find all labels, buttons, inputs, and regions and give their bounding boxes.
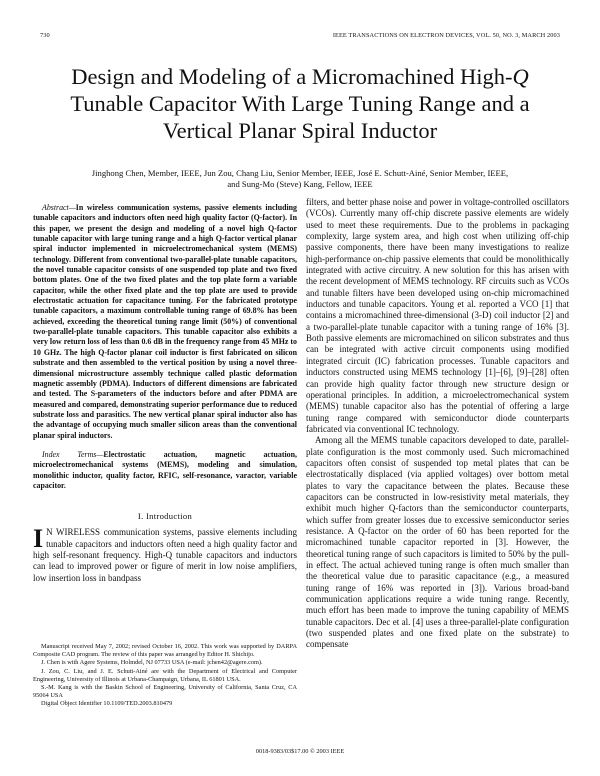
title-line-3: Vertical Planar Spiral Inductor bbox=[162, 118, 438, 143]
authors-line-2: and Sung-Mo (Steve) Kang, Fellow, IEEE bbox=[227, 179, 373, 189]
footnote: S.-M. Kang is with the Baskin School of Engineering, University of California, Santa Cruz, CA 95064 USA bbox=[33, 684, 297, 700]
left-column bbox=[33, 203, 297, 584]
page-number: 730 bbox=[40, 32, 50, 39]
title-q: Q bbox=[512, 64, 529, 89]
right-column bbox=[306, 197, 569, 651]
author-list bbox=[30, 168, 570, 190]
footnotes bbox=[33, 643, 297, 709]
title-line-2: Tunable Capacitor With Large Tuning Range and a bbox=[70, 91, 530, 116]
footnote: Digital Object Identifier 10.1109/TED.2003.810479 bbox=[41, 700, 173, 708]
abstract-text: In wireless communication systems, passive elements including tunable capacitors and inductors often need high quality factor (Q-factor). In this paper, we present the design and modeling of a novel high Q-factor tunable capacitor with large tuning range and a high Q-factor vertical planar spiral inductor implemented in microelectromechanical system (MEMS) technology. Different from conventional two-parallel-plate tunable capacitors, the novel tunable capacitor consists of one suspended top plate and two fixed bottom plates. One of the two fixed plates and the top plate form a variable capacitor, while the other fixed plate and the top plate are used to provide electrostatic actuation for capacitance tuning. For the fabricated prototype tunable capacitors, a maximum controllable tuning range of 69.8% has been achieved, exceeding the theoretical tuning range limit (50%) of conventional two-parallel-plate tunable capacitors. This tunable capacitor also exhibits a very low return loss of less than 0.6 dB in the frequency range from 45 MHz to 10 GHz. The high Q-factor planar coil inductor is first fabricated on silicon substrate and then assembled to the vertical position by using a novel three-dimensional microstructure assembly technique called plastic deformation magnetic assembly (PDMA). Inductors of different dimensions are fabricated and tested. The S-parameters of the inductors before and after PDMA are measured and compared, demonstrating superior performance due to reduced substrate loss and parasitics. The new vertical planar spiral inductor also has the advantage of occupying much smaller silicon areas than the conventional planar spiral inductors. bbox=[33, 203, 297, 440]
abstract bbox=[33, 203, 297, 441]
index-terms-label: Index Terms— bbox=[42, 449, 104, 459]
authors-line-1: Jinghong Chen, Member, IEEE, Jun Zou, Chang Liu, Senior Member, IEEE, José E. Schutt-Ainé, Senior Member, IEEE, bbox=[91, 168, 509, 178]
index-terms bbox=[33, 450, 297, 491]
footnote: J. Chen is with Agere Systems, Holmdel, NJ 07733 USA (e-mail: jchen42@agere.com). bbox=[41, 659, 263, 667]
body-paragraph: Among all the MEMS tunable capacitors developed to date, parallel-plate configuration is the most commonly used. Such micromachined capacitors often consist of suspended top metal plates that can be electrostatically displaced (via applied voltages) over bottom metal plates to vary the capacitance between the plates. Because these capacitors can be constructed in low-resistivity metal materials, they exhibit much higher Q-factors than the semiconductor counterparts, which suffer from greater losses due to excessive semiconductor series resistance. A Q-factor on the order of 60 has been reported for the micromachined tunable capacitor reported in [3]. However, the theoretical tuning range of such capacitors is limited to 50% by the pull-in effect. The actual achieved tuning range is often much smaller than the theoretical value due to parasitic capacitance (e.g., a measured tuning range of 16% was reported in [3]). Various broad-band communication applications require a wide tuning range. Recently, much effort has been made to improve the tuning capability of MEMS tunable capacitors. Dec et al. [4] uses a three-parallel-plate configuration (two suspended plates and one fixed plate on the substrate) to compensate bbox=[306, 435, 569, 650]
copyright-line: 0018-9383/03$17.00 © 2003 IEEE bbox=[255, 748, 345, 755]
footnote: J. Zou, C. Liu, and J. E. Schutt-Ainé are with the Department of Electrical and Computer Engineering, University of Illinois at Urbana-Champaign, Urbana, IL 61801 USA. bbox=[33, 667, 297, 683]
section-heading-introduction: I. Introduction bbox=[137, 511, 193, 522]
intro-text: N WIRELESS communication systems, passive elements including tunable capacitors and inductors often need a high quality factor and high self-resonant frequency. High-Q tunable capacitors and inductors can lead to improved power or figure of merit in low noise amplifiers, low insertion loss in bandpass bbox=[33, 527, 297, 583]
title-line-1: Design and Modeling of a Micromachined High- bbox=[71, 64, 513, 89]
body-paragraph: filters, and better phase noise and power in voltage-controlled oscillators (VCOs). Currently many off-chip discrete passive elements are widely used to meet these requirements. Due to the problems in packaging complexity, large system area, and high cost when utilizing off-chip passive components, there have been many investigations to realize high-performance on-chip passive elements that could be monolithically integrated with active circuitry. A new solution for this has arisen with the recent development of MEMS technology. RF circuits such as VCOs and tunable filters have been developed using on-chip micromachined inductors and tunable capacitors. Young et al. reported a VCO [1] that contains a micromachined three-dimensional (3-D) coil inductor [2] and a two-parallel-plate tunable capacitor with a tuning range of 16% [3]. Both passive elements are micromachined on silicon substrates and thus can be integrated with active circuit components using modified integrated circuit (IC) fabrication processes. Tunable capacitors and inductors constructed using MEMS technology [1]–[6], [9]–[28] often can provide high quality factor through new structure design or operational principles. In addition, a microelectromechanical system (MEMS) tunable capacitor also has the potential of offering a large tuning range compared with semiconductor diode counterparts fabricated via conventional IC technology. bbox=[306, 197, 569, 434]
journal-header: IEEE TRANSACTIONS ON ELECTRON DEVICES, VOL. 50, NO. 3, MARCH 2003 bbox=[332, 32, 560, 39]
intro-paragraph bbox=[33, 524, 297, 584]
index-terms-text: Electrostatic actuation, magnetic actuation, microelectromechanical systems (MEMS), modeling and simulation, monolithic inductor, quality factor, RFIC, self-resonance, varactor, variable capacitor. bbox=[33, 449, 297, 490]
abstract-label: Abstract— bbox=[42, 203, 76, 212]
paper-title bbox=[20, 63, 580, 144]
footnote: Manuscript received May 7, 2002; revised October 16, 2002. This work was supported by DARPA Composite CAD program. The review of this paper was arranged by Editor H. Shichijo. bbox=[33, 643, 297, 659]
drop-cap: I bbox=[33, 524, 44, 554]
